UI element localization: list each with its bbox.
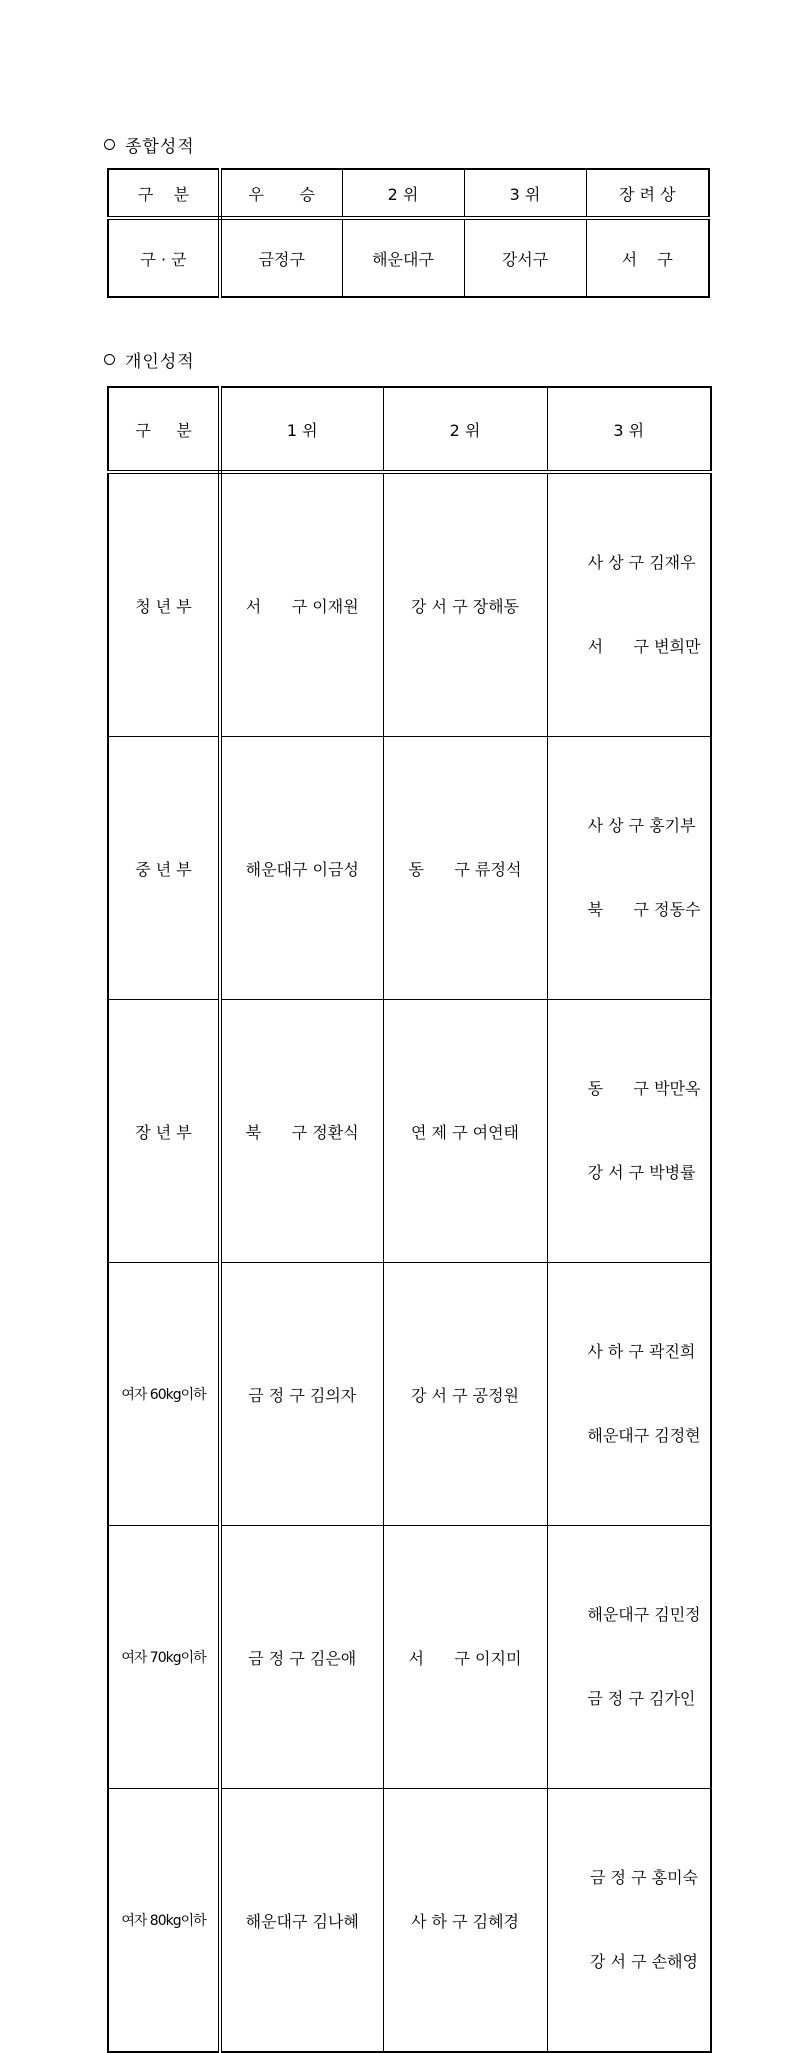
table-row [108, 472, 711, 737]
table-row [108, 737, 711, 1000]
individual-header-row [108, 387, 711, 472]
second-place-cell: 강 서 구 장해동 [383, 472, 547, 737]
table-row [108, 1263, 711, 1526]
table-row [108, 1789, 711, 2053]
summary-header-winner: 우 승 [220, 169, 342, 218]
second-place-cell: 강 서 구 공정원 [383, 1263, 547, 1526]
third-place-line: 금 정 구 홍미숙 [590, 1868, 698, 1887]
third-place-line: 북 구 정동수 [587, 900, 701, 919]
individual-heading-text: 개인성적 [125, 352, 195, 372]
third-place-cell [547, 1526, 711, 1789]
individual-header-first: 1 위 [220, 387, 383, 472]
summary-heading-text: 종합성적 [125, 137, 195, 157]
summary-winner-value: 금정구 [220, 218, 342, 297]
third-place-cell [547, 472, 711, 737]
third-place-cell [547, 737, 711, 1000]
first-place-cell: 서 구 이재원 [220, 472, 383, 737]
individual-header-second: 2 위 [383, 387, 547, 472]
third-place-cell [547, 1789, 711, 2053]
second-place-cell: 사 하 구 김혜경 [383, 1789, 547, 2053]
second-place-cell: 연 제 구 여연태 [383, 1000, 547, 1263]
third-place-line: 사 하 구 곽진희 [587, 1342, 696, 1361]
third-place-line: 동 구 박만옥 [587, 1079, 701, 1098]
summary-header-encouragement: 장 려 상 [586, 169, 709, 218]
third-place-line: 해운대구 김정현 [587, 1426, 701, 1445]
summary-heading [104, 132, 195, 157]
third-place-cell [547, 1000, 711, 1263]
summary-table [107, 168, 710, 298]
summary-header-third: 3 위 [464, 169, 586, 218]
individual-header-third: 3 위 [547, 387, 711, 472]
category-cell: 여자 80kg이하 [108, 1789, 220, 2053]
category-cell: 장 년 부 [108, 1000, 220, 1263]
first-place-cell: 금 정 구 김의자 [220, 1263, 383, 1526]
summary-header-second: 2 위 [342, 169, 464, 218]
third-place-line: 사 상 구 홍기부 [587, 816, 696, 835]
individual-heading [104, 347, 195, 372]
table-row [108, 1526, 711, 1789]
circle-bullet-icon [104, 354, 115, 365]
third-place-line: 금 정 구 김가인 [587, 1689, 696, 1708]
summary-header-category: 구 분 [108, 169, 220, 218]
individual-header-category: 구 분 [108, 387, 220, 472]
first-place-cell: 금 정 구 김은애 [220, 1526, 383, 1789]
second-place-cell: 서 구 이지미 [383, 1526, 547, 1789]
category-cell: 중 년 부 [108, 737, 220, 1000]
third-place-line: 강 서 구 박병률 [587, 1163, 696, 1182]
category-cell: 여자 60kg이하 [108, 1263, 220, 1526]
summary-header-row [108, 169, 709, 218]
third-place-line: 해운대구 김민정 [587, 1605, 701, 1624]
third-place-line: 사 상 구 김재우 [587, 553, 696, 572]
circle-bullet-icon [104, 139, 115, 150]
second-place-cell: 동 구 류정석 [383, 737, 547, 1000]
third-place-line: 강 서 구 손해영 [590, 1952, 698, 1971]
summary-third-value: 강서구 [464, 218, 586, 297]
category-cell: 여자 70kg이하 [108, 1526, 220, 1789]
first-place-cell: 해운대구 이금성 [220, 737, 383, 1000]
summary-data-row [108, 218, 709, 297]
first-place-cell: 해운대구 김나혜 [220, 1789, 383, 2053]
third-place-cell [547, 1263, 711, 1526]
third-place-line: 서 구 변희만 [587, 637, 701, 656]
table-row [108, 1000, 711, 1263]
individual-table [107, 386, 712, 2053]
summary-encouragement-value: 서 구 [586, 218, 709, 297]
category-cell: 청 년 부 [108, 472, 220, 737]
summary-second-value: 해운대구 [342, 218, 464, 297]
first-place-cell: 북 구 정환식 [220, 1000, 383, 1263]
summary-row-label: 구 · 군 [108, 218, 220, 297]
